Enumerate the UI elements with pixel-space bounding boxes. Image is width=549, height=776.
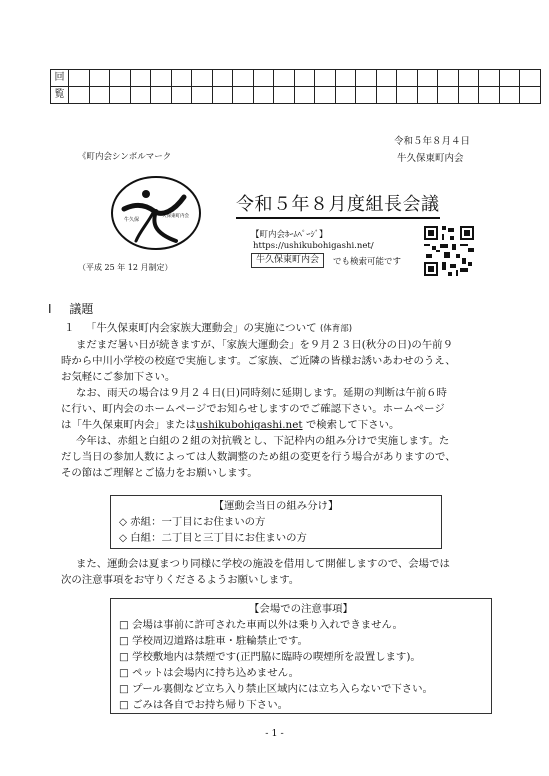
symbol-caption: 《町内会シンボルマーク	[78, 152, 172, 162]
notes-box-item: □ 学校敷地内は禁煙です(正門脇に臨時の喫煙所を設置します)。	[119, 651, 421, 663]
circulation-cell	[171, 70, 192, 87]
notes-box-title: 【会場での注意事項】	[249, 603, 353, 615]
circulation-cell	[294, 70, 315, 87]
notes-box-item: □ プール裏側など立ち入り禁止区域内には立ち入らないで下さい。	[119, 683, 433, 695]
circulation-cell	[110, 70, 131, 87]
circulation-cell	[253, 87, 274, 104]
circulation-cell	[315, 70, 336, 87]
svg-text:久保東町内会: 久保東町内会	[162, 214, 189, 219]
symbol-note: （平成 25 年 12 月制定）	[78, 263, 173, 272]
circulation-cell	[253, 70, 274, 87]
notes-box	[110, 598, 492, 714]
circulation-cell	[151, 70, 172, 87]
circulation-cell	[458, 87, 479, 104]
page-number: - 1 -	[265, 728, 284, 739]
circulation-cell	[212, 87, 233, 104]
paragraph-line: お気軽にご参加下さい。	[61, 371, 176, 384]
circulation-cell	[151, 87, 172, 104]
paragraph-venue-info	[61, 556, 504, 588]
circulation-cell	[417, 87, 438, 104]
circulation-cell	[233, 87, 254, 104]
circulation-cell	[376, 87, 397, 104]
issue-date: 令和５年８月４日	[394, 136, 471, 147]
homepage-label: 【町内会ﾎｰﾑﾍﾟｰｼﾞ】	[251, 230, 328, 240]
circulation-cell	[376, 70, 397, 87]
homepage-link[interactable]: ushikubohigashi.net	[196, 419, 303, 432]
circulation-cell	[438, 87, 459, 104]
section-title: 議題	[69, 302, 94, 316]
circulation-cell	[212, 70, 233, 87]
agenda-item-number: １	[64, 322, 75, 334]
circulation-cell	[479, 70, 500, 87]
notes-box-item: □ 会場は事前に許可された車両以外は乗り入れできません。	[119, 619, 403, 631]
circulation-cell	[130, 70, 151, 87]
paragraph-line: に行い、町内会のホームページでお知らせしますのでご確認下さい。ホームページ	[61, 403, 445, 416]
circulation-cell	[274, 87, 295, 104]
qr-code	[424, 226, 474, 276]
circulation-cell	[89, 70, 110, 87]
circulation-cell	[110, 87, 131, 104]
agenda-item-title: 「牛久保東町内会家族大運動会」の実施について	[85, 322, 317, 334]
teams-box-item: ◇ 赤組：一丁目にお住まいの方	[119, 516, 266, 528]
circulation-cell	[397, 87, 418, 104]
circulation-cell	[171, 87, 192, 104]
circulation-cell	[274, 70, 295, 87]
paragraph-rain-info	[61, 385, 504, 434]
paragraph-teams-info	[61, 433, 504, 482]
organization-name: 牛久保東町内会	[397, 153, 464, 164]
circulation-cell	[458, 70, 479, 87]
town-symbol-logo	[110, 175, 203, 251]
search-keyword: 牛久保東町内会	[251, 253, 324, 268]
circulation-grid	[50, 69, 541, 104]
section-heading	[48, 300, 93, 317]
agenda-item-heading	[64, 320, 352, 335]
circulation-cell	[520, 70, 541, 87]
agenda-item-dept: (体育部)	[319, 324, 353, 334]
paragraph-line: まだまだ暑い日が続きますが、「家族大運動会」を９月２３日(秋分の日)の午前９	[76, 339, 453, 351]
notes-box-item: □ ペットは会場内に持ち込めません。	[119, 667, 299, 679]
paragraph-line: 今年は、赤組と白組の２組の対抗戦とし、下記枠内の組み分けで実施します。た	[76, 435, 450, 447]
circulation-cell	[192, 87, 213, 104]
circulation-cell	[233, 70, 254, 87]
circulation-cell	[335, 87, 356, 104]
circulation-cell	[69, 87, 90, 104]
paragraph-line: その節はご理解とご協力をお願いします。	[61, 467, 258, 480]
circulation-cell	[89, 87, 110, 104]
paragraph-line: なお、雨天の場合は９月２４日(日)同時刻に延期します。延期の判断は午前６時	[76, 387, 447, 399]
circulation-cell	[356, 70, 377, 87]
paragraph-line: だし当日の参加人数によっては人数調整のため組の変更を行う場合がありますので、	[61, 451, 456, 464]
teams-box-item: ◇ 白組：二丁目と三丁目にお住まいの方	[119, 532, 307, 544]
page-title: 令和５年８月度組長会議	[236, 190, 440, 219]
homepage-url[interactable]: https://ushikubohigashi.net/	[253, 241, 374, 251]
circulation-cell	[397, 70, 418, 87]
paragraph-line: で検索して下さい。	[302, 419, 400, 432]
circulation-cell	[335, 70, 356, 87]
search-note: でも検索可能です	[333, 257, 402, 267]
circulation-label: 覧	[51, 87, 69, 104]
notes-box-item: □ ごみは各自でお持ち帰り下さい。	[119, 699, 288, 711]
teams-box	[110, 495, 442, 549]
circulation-cell	[294, 87, 315, 104]
paragraph-line: 次の注意事項をお守りくださるようお願いします。	[61, 574, 300, 587]
paragraph-line: は「牛久保東町内会」または	[61, 419, 197, 432]
circulation-cell	[479, 87, 500, 104]
svg-text:牛久保: 牛久保	[124, 217, 140, 223]
circulation-cell	[417, 70, 438, 87]
section-number: Ⅰ	[48, 302, 52, 316]
circulation-cell	[499, 70, 520, 87]
circulation-cell	[499, 87, 520, 104]
paragraph-line: また、運動会は夏まつり同様に学校の施設を借用して開催しますので、会場では	[76, 558, 450, 570]
circulation-label: 回	[51, 70, 69, 87]
teams-box-title: 【運動会当日の組み分け】	[213, 500, 339, 512]
circulation-cell	[69, 70, 90, 87]
circulation-cell	[438, 70, 459, 87]
paragraph-event-info	[61, 337, 504, 386]
notes-box-item: □ 学校周辺道路は駐車・駐輪禁止です。	[119, 635, 308, 647]
circulation-cell	[192, 70, 213, 87]
circulation-cell	[520, 87, 541, 104]
circulation-cell	[130, 87, 151, 104]
paragraph-line: 時から中川小学校の校庭で実施します。ご家族、ご近隣の皆様お誘いあわせのうえ、	[61, 355, 456, 368]
circulation-cell	[356, 87, 377, 104]
circulation-cell	[315, 87, 336, 104]
